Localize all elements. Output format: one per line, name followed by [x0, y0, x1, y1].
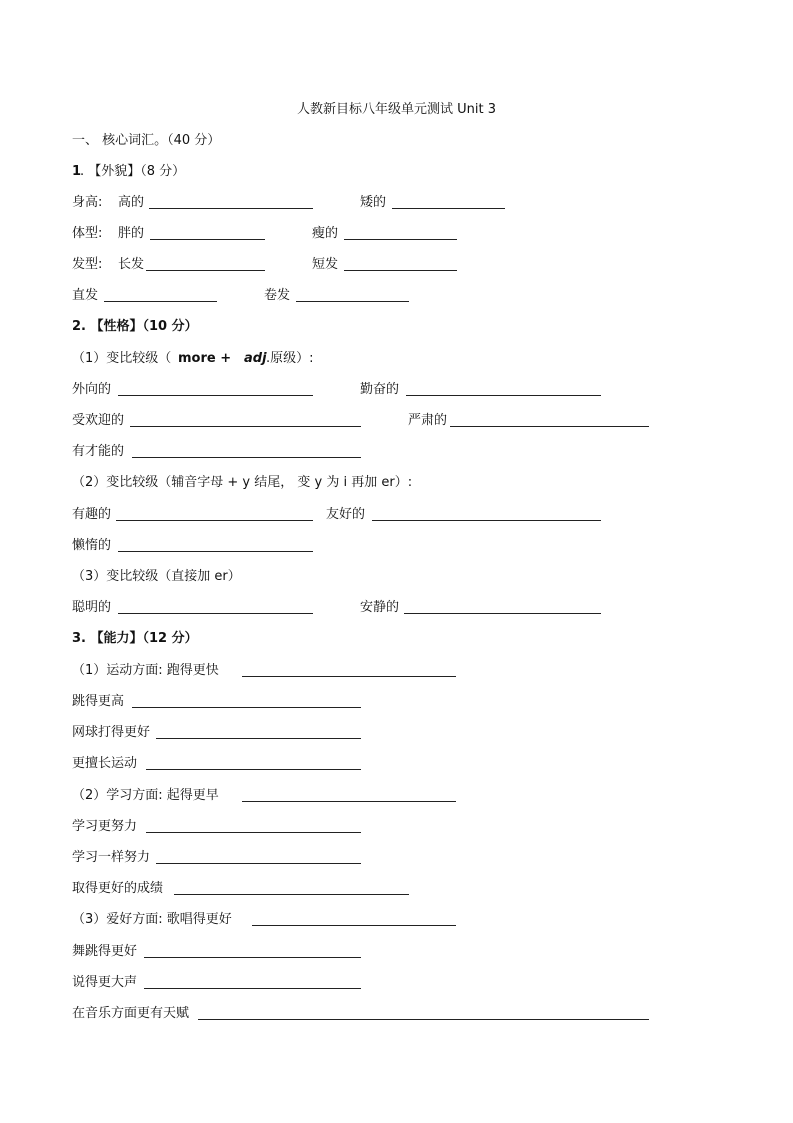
q3-sub1-text: （1）运动方面: 跑得更快: [72, 663, 219, 678]
talented-answer-blank[interactable]: [132, 442, 361, 458]
friendly-answer-blank[interactable]: [372, 505, 601, 521]
talented-prompt: 有才能的: [72, 444, 125, 459]
long-hair-answer-blank[interactable]: [146, 255, 265, 271]
hardworking-prompt: 勤奋的: [360, 382, 400, 397]
question-3-label: 3. 【能力】（12 分）: [72, 631, 198, 646]
jump-prompt: 跳得更高: [72, 694, 125, 709]
straight-hair-answer-blank[interactable]: [104, 286, 217, 302]
hair-label: 发型:: [72, 257, 103, 272]
music-answer-blank[interactable]: [198, 1004, 649, 1020]
smart-prompt: 聪明的: [72, 600, 112, 615]
section-1-label: 一、 核心词汇。（40 分）: [72, 133, 221, 148]
jump-answer-blank[interactable]: [132, 692, 361, 708]
dance-answer-blank[interactable]: [144, 942, 361, 958]
q2-sub1-adj: adj: [244, 351, 267, 366]
curly-hair-answer-blank[interactable]: [296, 286, 409, 302]
tall-answer-blank[interactable]: [149, 193, 313, 209]
question-1-number: 1: [72, 164, 82, 179]
sing-better-answer-blank[interactable]: [252, 910, 456, 926]
q3-sub2-text: （2）学习方面: 起得更早: [72, 788, 219, 803]
study-harder-prompt: 学习更努力: [72, 819, 138, 834]
page-title: 人教新目标八年级单元测试 Unit 3: [297, 102, 496, 117]
build-label: 体型:: [72, 226, 103, 241]
q2-sub1-more: more +: [178, 351, 232, 366]
friendly-prompt: 友好的: [326, 507, 366, 522]
lazy-answer-blank[interactable]: [118, 536, 313, 552]
louder-prompt: 说得更大声: [72, 975, 138, 990]
serious-prompt: 严肃的: [408, 413, 448, 428]
outgoing-answer-blank[interactable]: [118, 380, 313, 396]
fat-answer-blank[interactable]: [150, 224, 265, 240]
thin-answer-blank[interactable]: [344, 224, 457, 240]
height-label: 身高:: [72, 195, 103, 210]
grades-prompt: 取得更好的成绩: [72, 881, 164, 896]
get-up-earlier-answer-blank[interactable]: [242, 786, 456, 802]
curly-hair-prompt: 卷发: [264, 288, 291, 303]
tall-prompt: 高的: [118, 195, 145, 210]
long-hair-prompt: 长发: [118, 257, 145, 272]
q2-sub2-text: （2）变比较级（辅音字母 + y 结尾， 变 y 为 i 再加 er）:: [72, 475, 413, 490]
short-hair-answer-blank[interactable]: [344, 255, 457, 271]
straight-hair-prompt: 直发: [72, 288, 99, 303]
short-hair-prompt: 短发: [312, 257, 339, 272]
study-as-prompt: 学习一样努力: [72, 850, 151, 865]
music-prompt: 在音乐方面更有天赋: [72, 1006, 190, 1021]
q2-sub3-text: （3）变比较级（直接加 er）: [72, 569, 241, 584]
lazy-prompt: 懒惰的: [72, 538, 112, 553]
question-1-label: . 【外貌】（8 分）: [80, 164, 186, 179]
run-faster-answer-blank[interactable]: [242, 661, 456, 677]
smart-answer-blank[interactable]: [118, 598, 313, 614]
study-as-answer-blank[interactable]: [156, 848, 361, 864]
funny-answer-blank[interactable]: [116, 505, 313, 521]
dance-prompt: 舞跳得更好: [72, 944, 138, 959]
short-height-prompt: 矮的: [360, 195, 387, 210]
sports-prompt: 更擅长运动: [72, 756, 138, 771]
short-height-answer-blank[interactable]: [392, 193, 505, 209]
fat-prompt: 胖的: [118, 226, 145, 241]
study-harder-answer-blank[interactable]: [146, 817, 361, 833]
louder-answer-blank[interactable]: [144, 973, 361, 989]
sports-answer-blank[interactable]: [146, 754, 361, 770]
question-2-label: 2. 【性格】（10 分）: [72, 319, 198, 334]
popular-prompt: 受欢迎的: [72, 413, 125, 428]
hardworking-answer-blank[interactable]: [406, 380, 601, 396]
serious-answer-blank[interactable]: [450, 411, 649, 427]
thin-prompt: 瘦的: [312, 226, 339, 241]
funny-prompt: 有趣的: [72, 507, 112, 522]
q3-sub3-text: （3）爱好方面: 歌唱得更好: [72, 912, 232, 927]
quiet-prompt: 安静的: [360, 600, 400, 615]
outgoing-prompt: 外向的: [72, 382, 112, 397]
popular-answer-blank[interactable]: [130, 411, 361, 427]
tennis-answer-blank[interactable]: [156, 723, 361, 739]
q2-sub1-text-b: .原级）:: [266, 351, 314, 366]
grades-answer-blank[interactable]: [174, 879, 409, 895]
tennis-prompt: 网球打得更好: [72, 725, 151, 740]
quiet-answer-blank[interactable]: [404, 598, 601, 614]
q2-sub1-text-a: （1）变比较级（: [72, 351, 172, 366]
